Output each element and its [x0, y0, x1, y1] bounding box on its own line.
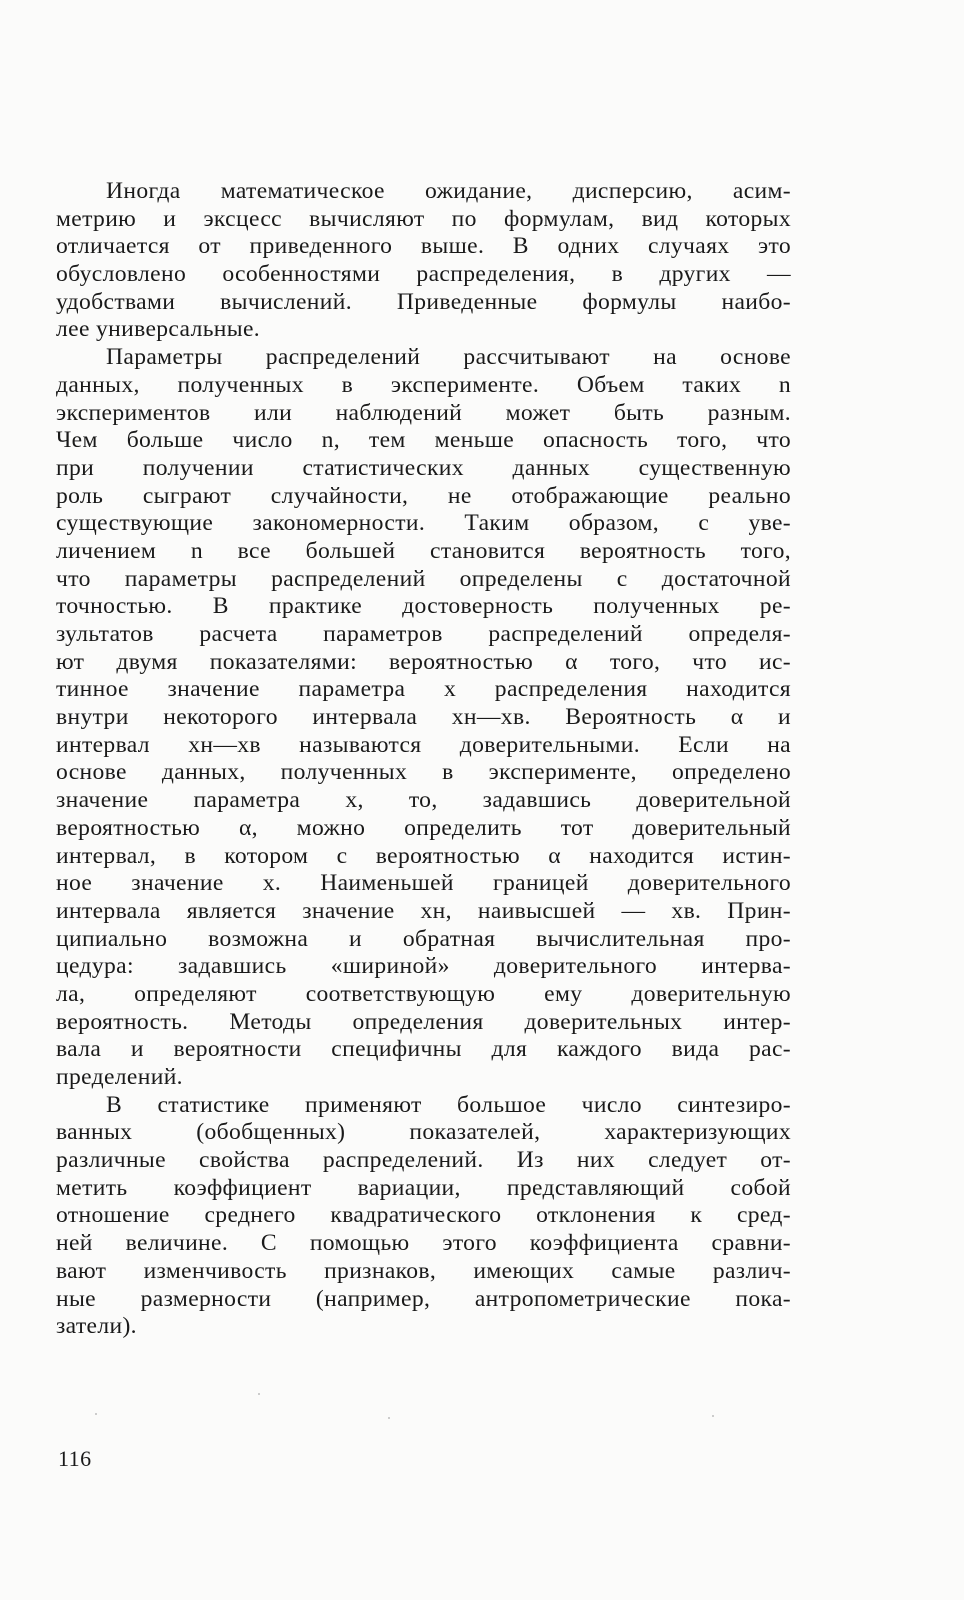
- text-line: личением n все большей становится вероятность того,: [56, 537, 791, 564]
- text-line: Чем больше число n, тем меньше опасность того, что: [56, 427, 791, 454]
- text-line: различные свойства распределений. Из них следует от-: [56, 1147, 791, 1174]
- text-line: что параметры распределений определены с достаточной: [56, 565, 791, 592]
- paragraph-1: [56, 178, 791, 344]
- text-line: точностью. В практике достоверность полученных ре-: [56, 593, 791, 620]
- text-line: обусловлено особенностями распределения, в других —: [56, 261, 791, 288]
- text-line: значение параметра x, то, задавшись доверительной: [56, 787, 791, 814]
- text-line: удобствами вычислений. Приведенные формулы наибо-: [56, 288, 791, 315]
- text-line: ные размерности (например, антропометрические пока-: [56, 1285, 791, 1312]
- text-line: ванных (обобщенных) показателей, характеризующих: [56, 1119, 791, 1146]
- text-line: ципиально возможна и обратная вычислительная про-: [56, 925, 791, 952]
- scan-speck: [258, 1393, 260, 1395]
- text-line: метить коэффициент вариации, представляющий собой: [56, 1174, 791, 1201]
- text-line: основе данных, полученных в эксперименте, определено: [56, 759, 791, 786]
- text-line: лее универсальные.: [56, 316, 261, 343]
- text-line: вала и вероятности специфичны для каждого вида рас-: [56, 1036, 791, 1063]
- scan-speck: [95, 1413, 97, 1415]
- text-line: тинное значение параметра x распределения находится: [56, 676, 791, 703]
- paragraph-2: [56, 344, 791, 1092]
- text-line: интервала является значение xн, наивысшей — xв. Прин-: [56, 897, 791, 924]
- text-line: внутри некоторого интервала xн—xв. Вероятность α и: [56, 704, 791, 731]
- text-line: Параметры распределений рассчитывают на основе: [106, 344, 791, 371]
- page-number: 116: [58, 1446, 92, 1471]
- text-line: ней величине. С помощью этого коэффициента сравни-: [56, 1230, 791, 1257]
- text-line: существующие закономерности. Таким образом, с уве-: [56, 510, 791, 537]
- text-line: Иногда математическое ожидание, дисперсию, асим-: [106, 178, 791, 204]
- scan-speck: [712, 1415, 714, 1417]
- scan-speck: [388, 1417, 390, 1419]
- text-line: пределений.: [56, 1064, 183, 1090]
- text-line: роль сыграют случайности, не отображающие реально: [56, 482, 791, 509]
- text-line: вают изменчивость признаков, имеющих самые различ-: [56, 1257, 791, 1284]
- text-line: ла, определяют соответствующую ему доверительную: [56, 980, 791, 1007]
- text-line: данных, полученных в эксперименте. Объем таких n: [56, 371, 791, 398]
- text-line: вероятность. Методы определения доверительных интер-: [56, 1008, 791, 1035]
- text-line: при получении статистических данных существенную: [56, 454, 791, 481]
- text-line: отличается от приведенного выше. В одних случаях это: [56, 233, 791, 260]
- text-line: ное значение x. Наименьшей границей доверительного: [56, 870, 791, 897]
- text-line: метрию и эксцесс вычисляют по формулам, вид которых: [56, 205, 791, 232]
- body-text: [56, 178, 791, 1341]
- text-line: ют двумя показателями: вероятностью α того, что ис-: [56, 648, 791, 675]
- text-line: вероятностью α, можно определить тот доверительный: [56, 814, 791, 841]
- text-line: интервал, в котором с вероятностью α находится истин-: [56, 842, 791, 869]
- text-line: интервал xн—xв называются доверительными. Если на: [56, 731, 791, 758]
- text-line: цедура: задавшись «шириной» доверительного интерва-: [56, 953, 791, 980]
- text-line: затели).: [56, 1313, 137, 1340]
- text-line: отношение среднего квадратического отклонения к сред-: [56, 1202, 791, 1229]
- paragraph-3: [56, 1092, 791, 1341]
- text-line: экспериментов или наблюдений может быть разным.: [56, 399, 791, 426]
- text-line: зультатов расчета параметров распределений определя-: [56, 621, 791, 647]
- text-line: В статистике применяют большое число синтезиро-: [106, 1091, 791, 1118]
